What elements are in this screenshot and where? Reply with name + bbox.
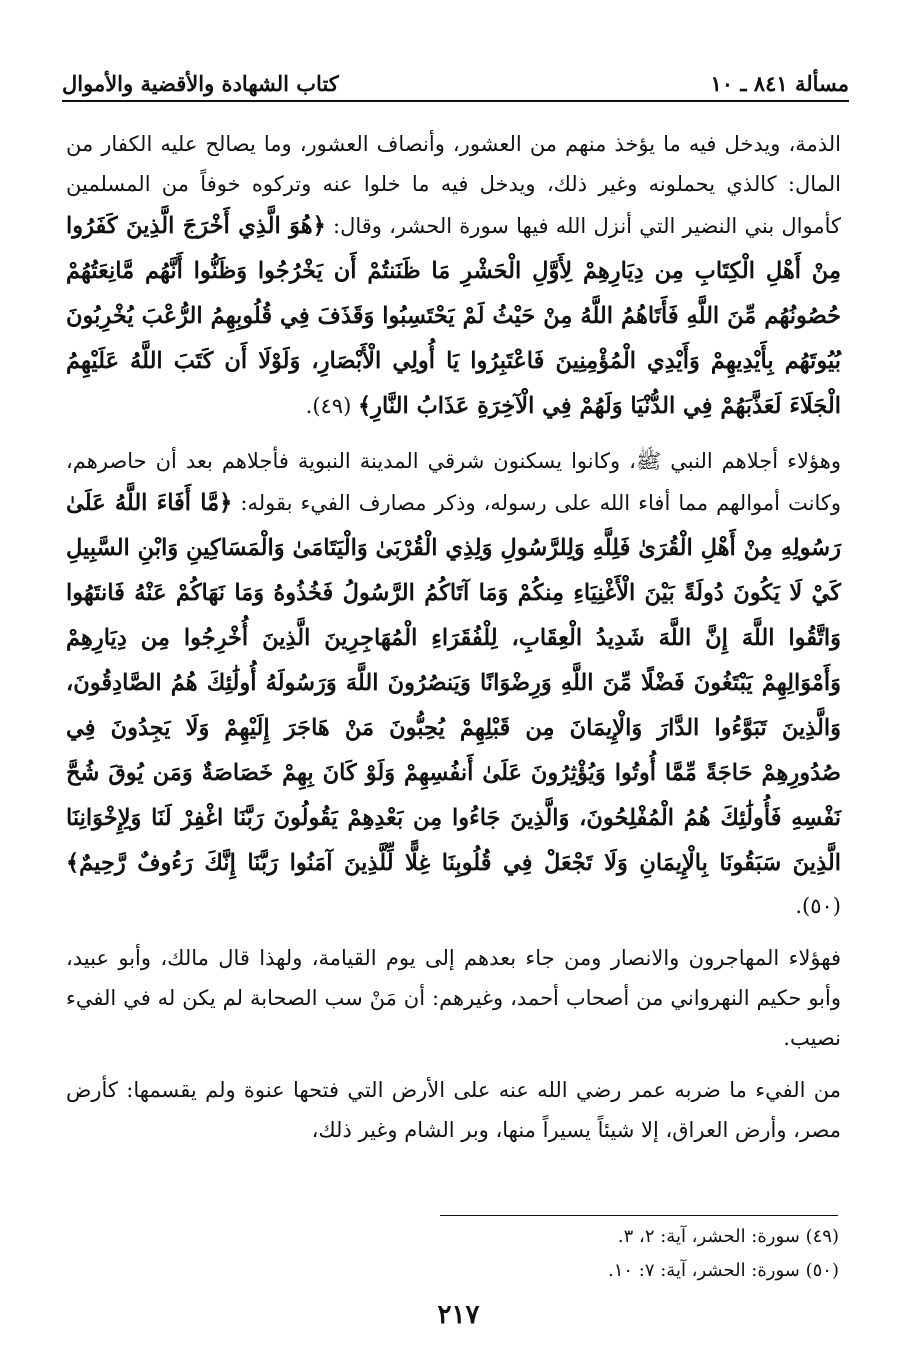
running-header [62, 66, 849, 102]
prose-text: وهؤلاء أجلاهم النبي ﷺ، وكانوا يسكنون شرقي المدينة النبوية فأجلاهم بعد أن حاصرهم، وكانت أموالهم مما أفاء الله على رسوله، وذكر مصارف الفيء بقوله: [66, 449, 841, 515]
footnote-50: (٥٠) سورة: الحشر، آية: ٧: ١٠. [607, 1260, 839, 1281]
prose-text: فهؤلاء المهاجرون والانصار ومن جاء بعدهم إلى يوم القيامة، ولهذا قال مالك، وأبو عبيد، وأبو حكيم النهرواني من أصحاب أحمد، وغيرهم: أن مَنْ سب الصحابة لم يكن له في الفيء نصيب. [66, 946, 841, 1050]
paragraph-2 [66, 441, 841, 926]
paragraph-3 [66, 938, 841, 1058]
quran-verse: ﴿هُوَ الَّذِي أَخْرَجَ الَّذِينَ كَفَرُوا مِنْ أَهْلِ الْكِتَابِ مِن دِيَارِهِمْ لِأَوَّلِ الْحَشْرِ مَا ظَنَنتُمْ أَن يَخْرُجُوا وَظَنُّوا أَنَّهُم مَّانِعَتُهُمْ حُصُونُهُم مِّنَ اللَّهِ فَأَتَاهُمُ اللَّهُ مِنْ حَيْثُ لَمْ يَحْتَسِبُوا وَقَذَفَ فِي قُلُوبِهِمُ الرُّعْبَ يُخْرِبُونَ بُيُوتَهُم بِأَيْدِيهِمْ وَأَيْدِي الْمُؤْمِنِينَ فَاعْتَبِرُوا يَا أُولِي الْأَبْصَارِ، وَلَوْلَا أَن كَتَبَ اللَّهُ عَلَيْهِمُ الْجَلَاءَ لَعَذَّبَهُمْ فِي الدُّنْيَا وَلَهُمْ فِي الْآخِرَةِ عَذَابُ النَّارِ﴾ [66, 213, 841, 419]
main-text [66, 124, 841, 1162]
prose-text: من الفيء ما ضربه عمر رضي الله عنه على الأرض التي فتحها عنوة ولم يقسمها: كأرض مصر، وأرض العراق، إلا شيئاً يسيراً منها، وبر الشام وغير ذلك، [66, 1078, 841, 1142]
footnote-reference: (٤٩). [305, 394, 352, 418]
book-title: كتاب الشهادة والأقضية والأموال [62, 71, 339, 96]
footnote-separator [440, 1215, 838, 1216]
footnotes [66, 1220, 839, 1288]
page-number: ٢١٧ [437, 1300, 480, 1330]
prose-text: الذمة، ويدخل فيه ما يؤخذ منهم من العشور، وأنصاف العشور، وما يصالح عليه الكفار من المال: كالذي يحملونه وغير ذلك، ويدخل فيه ما خلوا عنه وتركوه خوفاً من المسلمين كأموال بني النضير التي أنزل الله فيها سورة الحشر، وقال: [66, 132, 841, 238]
paragraph-1 [66, 124, 841, 429]
footnote-reference: (٥٠). [795, 894, 841, 918]
issue-number: مسألة ٨٤١ ـ ١٠ [710, 71, 849, 96]
paragraph-4 [66, 1070, 841, 1150]
footnote-49: (٤٩) سورة: الحشر، آية: ٢، ٣. [617, 1226, 839, 1247]
quran-verse: ﴿مَّا أَفَاءَ اللَّهُ عَلَىٰ رَسُولِهِ مِنْ أَهْلِ الْقُرَىٰ فَلِلَّهِ وَلِلرَّسُولِ وَلِذِي الْقُرْبَىٰ وَالْيَتَامَىٰ وَالْمَسَاكِينِ وَابْنِ السَّبِيلِ كَيْ لَا يَكُونَ دُولَةً بَيْنَ الْأَغْنِيَاءِ مِنكُمْ وَمَا آتَاكُمُ الرَّسُولُ فَخُذُوهُ وَمَا نَهَاكُمْ عَنْهُ فَانتَهُوا وَاتَّقُوا اللَّهَ إِنَّ اللَّهَ شَدِيدُ الْعِقَابِ، لِلْفُقَرَاءِ الْمُهَاجِرِينَ الَّذِينَ أُخْرِجُوا مِن دِيَارِهِمْ وَأَمْوَالِهِمْ يَبْتَغُونَ فَضْلًا مِّنَ اللَّهِ وَرِضْوَانًا وَيَنصُرُونَ اللَّهَ وَرَسُولَهُ أُولَٰئِكَ هُمُ الصَّادِقُونَ، وَالَّذِينَ تَبَوَّءُوا الدَّارَ وَالْإِيمَانَ مِن قَبْلِهِمْ يُحِبُّونَ مَنْ هَاجَرَ إِلَيْهِمْ وَلَا يَجِدُونَ فِي صُدُورِهِمْ حَاجَةً مِّمَّا أُوتُوا وَيُؤْثِرُونَ عَلَىٰ أَنفُسِهِمْ وَلَوْ كَانَ بِهِمْ خَصَاصَةٌ وَمَن يُوقَ شُحَّ نَفْسِهِ فَأُولَٰئِكَ هُمُ الْمُفْلِحُونَ، وَالَّذِينَ جَاءُوا مِن بَعْدِهِمْ يَقُولُونَ رَبَّنَا اغْفِرْ لَنَا وَلِإِخْوَانِنَا الَّذِينَ سَبَقُونَا بِالْإِيمَانِ وَلَا تَجْعَلْ فِي قُلُوبِنَا غِلًّا لِّلَّذِينَ آمَنُوا رَبَّنَا إِنَّكَ رَءُوفٌ رَّحِيمٌ﴾ [66, 490, 841, 876]
